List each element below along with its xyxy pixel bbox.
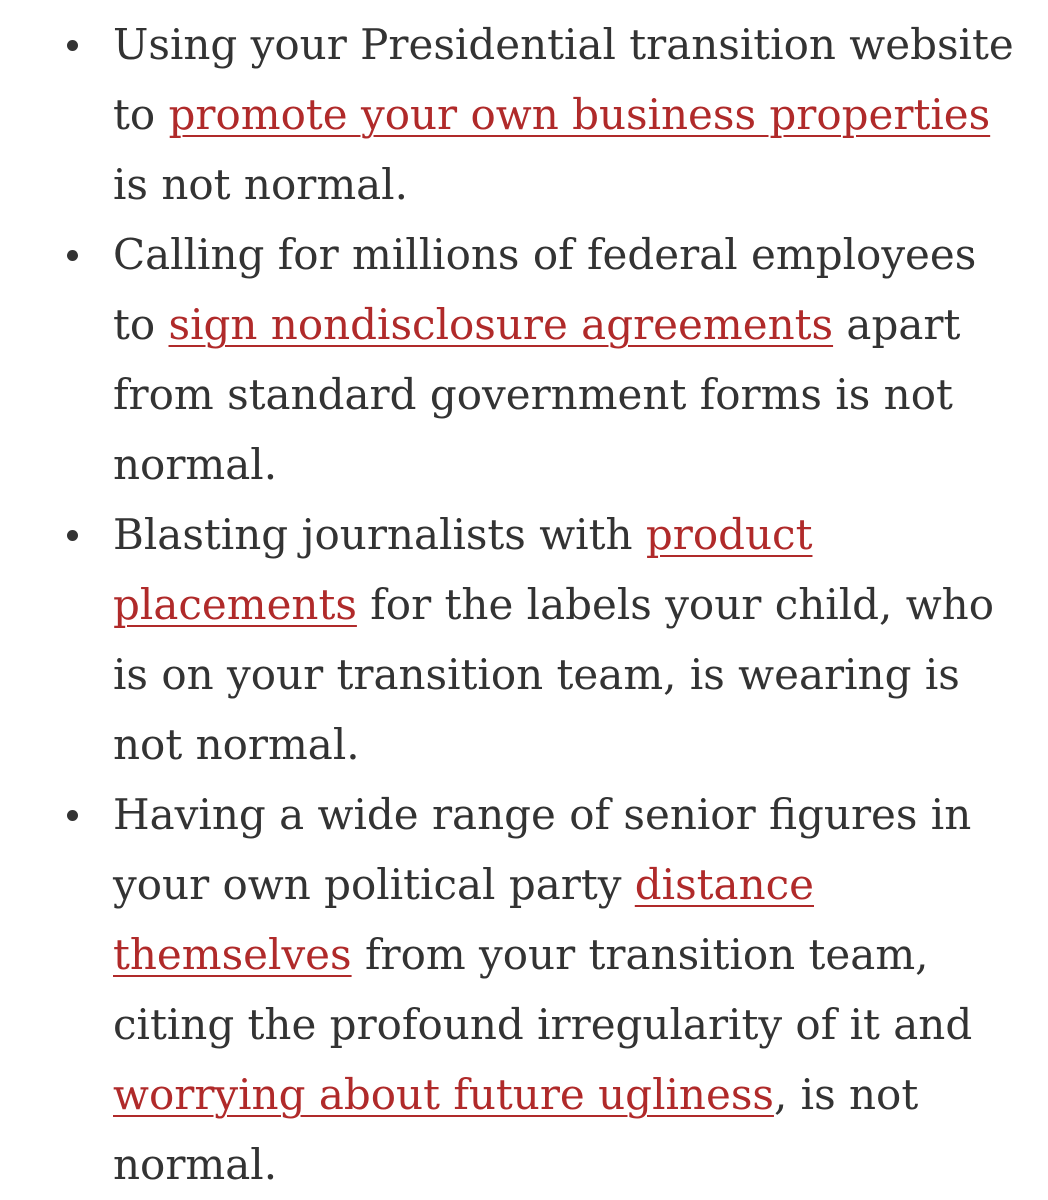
- bullet-dot-icon: [67, 250, 78, 261]
- bullet-dot-icon: [67, 530, 78, 541]
- item-text: apart from standard government forms is not normal.: [113, 300, 961, 489]
- item-text: Blasting journalists with: [113, 510, 646, 559]
- item-text: for the labels your child, who is on your transition team, is wearing is not normal.: [113, 580, 995, 769]
- item-text: Calling for millions of federal employees to: [113, 230, 977, 349]
- item-text: Using your Presidential transition website to: [113, 20, 1014, 139]
- list-item: [0, 10, 1048, 220]
- link-promote-business-properties[interactable]: promote your own business properties: [168, 90, 991, 139]
- link-product-placements[interactable]: product placements: [113, 510, 813, 629]
- bullet-dot-icon: [67, 40, 78, 51]
- bullet-dot-icon: [67, 810, 78, 821]
- item-text: Having a wide range of senior figures in your own political party: [113, 790, 972, 909]
- item-text: , is not normal.: [113, 1070, 919, 1189]
- list-item: [0, 500, 1048, 780]
- link-sign-nondisclosure-agreements[interactable]: sign nondisclosure agreements: [168, 300, 834, 349]
- bullet-list: [0, 10, 1048, 1200]
- item-text: is not normal.: [113, 160, 408, 209]
- list-item: [0, 780, 1048, 1200]
- link-distance-themselves[interactable]: distance themselves: [113, 860, 814, 979]
- article-body: [0, 10, 1048, 1200]
- link-worrying-about-future-ugliness[interactable]: worrying about future ugliness: [113, 1070, 774, 1119]
- list-item: [0, 220, 1048, 500]
- item-text: from your transition team, citing the profound irregularity of it and: [113, 930, 973, 1049]
